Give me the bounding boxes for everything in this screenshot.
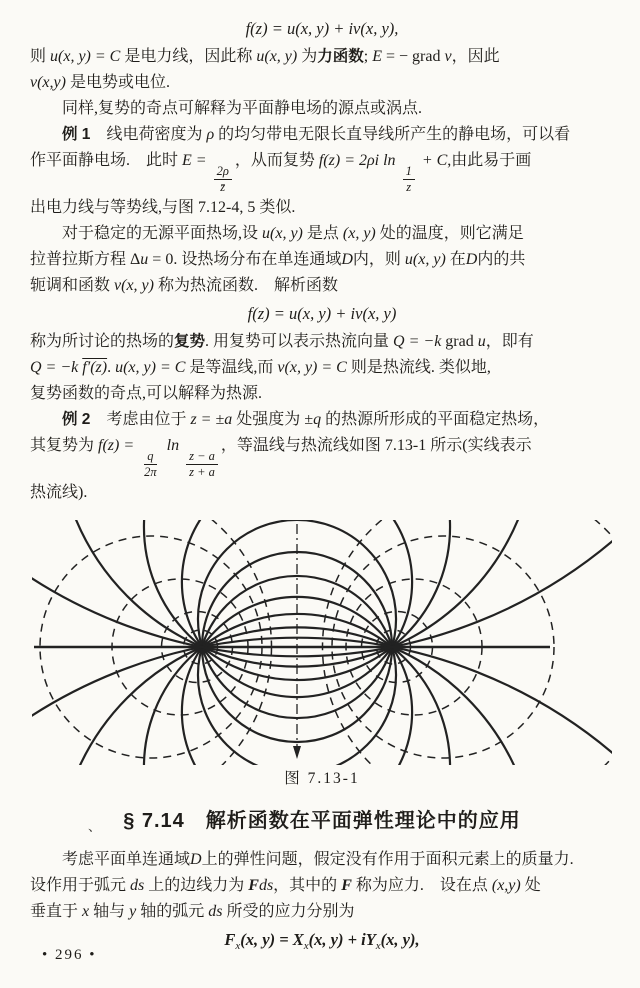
body-text [30, 14, 614, 506]
text-line [30, 433, 614, 480]
text-segment: 考虑由位于 [90, 411, 191, 428]
text-line [30, 96, 614, 122]
text-segment: 同样,复势的奇点可解释为平面静电场的源点或涡点. [62, 100, 423, 117]
fraction-numerator: q [144, 449, 156, 465]
field-lines-diagram [32, 520, 612, 765]
text-segment: 处的温度，则它满足 [375, 225, 524, 242]
text-segment: 轴的弧元 [136, 903, 209, 920]
text-segment: 的均匀带电无限长直导线所产生的静电场，可以看 [214, 126, 571, 143]
heat-flow-line [32, 638, 612, 765]
text-segment: v(x,y) [30, 74, 66, 91]
fraction [403, 164, 415, 195]
text-segment: ; [363, 48, 373, 65]
text-segment: ds [258, 877, 274, 894]
text-segment: ln [162, 437, 184, 454]
text-segment: y [129, 903, 137, 920]
text-segment: D [190, 851, 202, 868]
text-segment: 称为应力. 设在点 [351, 877, 492, 894]
text-segment: 内，则 [352, 251, 405, 268]
text-segment: 热流线). [30, 484, 88, 501]
text-line [30, 381, 614, 407]
arrow-down-icon [293, 746, 301, 759]
text-segment: 出电力线与等势线,与图 7.12-4, 5 类似. [30, 199, 296, 216]
text-segment: u(x, y) [262, 225, 303, 242]
text-line [30, 355, 614, 381]
text-line [30, 273, 614, 299]
text-segment: ，因此 [451, 48, 500, 65]
text-segment: ，即有 [485, 333, 534, 350]
text-segment: 称为所讨论的热场的 [30, 333, 175, 350]
pen-mark: 、 [88, 819, 103, 834]
text-segment: . 用复势可以表示热流向量 [205, 333, 394, 350]
text-segment: 上的边线力为 [144, 877, 249, 894]
text-segment: u(x, y) = C [115, 359, 186, 376]
text-segment: ，从而复势 [234, 152, 319, 169]
text-segment: 例 2 [62, 411, 91, 428]
text-segment: (x, y) = X [240, 930, 304, 949]
text-line [30, 148, 614, 195]
page-number: • 296 • [42, 947, 97, 963]
text-segment: 所受的应力分别为 [222, 903, 355, 920]
text-segment: E [372, 48, 382, 65]
text-segment: Q = −k [393, 333, 442, 350]
text-line [30, 899, 614, 925]
text-segment: f′(z) [82, 359, 108, 376]
text-segment: 垂直于 [30, 903, 83, 920]
text-line [30, 122, 614, 148]
text-segment: 则是热流线. 类似地, [346, 359, 491, 376]
text-segment: F [224, 930, 236, 949]
text-segment: x [375, 940, 381, 952]
text-segment: = 0. 设热场分布在单连通域 [148, 251, 342, 268]
display-formula [30, 14, 614, 44]
fraction-numerator: 1 [403, 164, 415, 180]
text-segment: + C [417, 152, 448, 169]
text-segment: 对于稳定的无源平面热场,设 [62, 225, 263, 242]
text-segment: z = ±a [190, 411, 233, 428]
text-segment: 拉普拉斯方程 Δ [30, 251, 141, 268]
fraction-numerator: z − a [186, 449, 218, 465]
text-line [30, 480, 614, 506]
text-segment: x [235, 940, 241, 952]
text-segment: ds [208, 903, 223, 920]
text-segment: 在 [445, 251, 466, 268]
fraction-denominator: z̄ [220, 180, 226, 194]
text-segment: x [82, 903, 90, 920]
text-segment: 其复势为 [30, 437, 99, 454]
text-segment: 轴与 [89, 903, 130, 920]
text-segment: (x, y) + iY [308, 930, 376, 949]
text-segment: u [140, 251, 149, 268]
text-line [30, 70, 614, 96]
text-segment: 考虑平面单连通域 [62, 851, 191, 868]
text-segment: f(z) = 2ρi ln [318, 152, 400, 169]
text-segment: 复势函数的奇点,可以解释为热源. [30, 385, 263, 402]
text-segment: 是等温线,而 [185, 359, 278, 376]
tail-text [30, 847, 614, 961]
text-segment: 为 [297, 48, 318, 65]
text-segment: ±q [304, 411, 322, 428]
text-segment: 作平面静电场. 此时 [30, 152, 183, 169]
text-segment: F [248, 877, 259, 894]
text-segment: f(z) = u(x, y) + iv(x, y) [247, 304, 397, 323]
text-line [30, 847, 614, 873]
text-segment: 处 [520, 877, 541, 894]
text-segment: (x, y) [342, 225, 376, 242]
display-formula [30, 925, 614, 961]
fraction [186, 449, 218, 480]
text-segment: E = [182, 152, 211, 169]
text-segment: u [477, 333, 486, 350]
text-segment: 称为热流函数. 解析函数 [153, 277, 338, 294]
text-segment: 例 1 [62, 126, 91, 143]
text-segment: 内的共 [477, 251, 526, 268]
fraction [214, 164, 232, 195]
text-segment: v(x, y) [114, 277, 154, 294]
text-segment: ρ [206, 126, 215, 143]
fraction [141, 449, 160, 480]
text-segment: (x,y) [491, 877, 521, 894]
text-segment: 处强度为 [232, 411, 305, 428]
text-segment: . [107, 359, 116, 376]
text-segment: 的热源所形成的平面稳定热场， [321, 411, 550, 428]
text-line [30, 44, 614, 70]
text-segment: grad [441, 333, 478, 350]
text-segment: F [341, 877, 352, 894]
text-segment: = − grad [381, 48, 445, 65]
text-segment: D [465, 251, 478, 268]
fraction-numerator: 2ρ [214, 164, 232, 180]
fraction-denominator: z [406, 180, 412, 194]
text-segment: f(z) = u(x, y) + iv(x, y), [245, 19, 399, 38]
text-segment: ，等温线与热流线如图 7.13-1 所示(实线表示 [220, 437, 532, 454]
fraction-denominator: z + a [189, 465, 215, 479]
fraction-denominator: 2π [144, 465, 157, 479]
text-segment: u(x, y) = C [50, 48, 121, 65]
text-segment: 设作用于弧元 [30, 877, 131, 894]
text-line [30, 195, 614, 221]
figure-caption: 图 7.13-1 [284, 770, 360, 787]
text-line [30, 221, 614, 247]
text-segment: v [444, 48, 452, 65]
display-formula [30, 299, 614, 329]
text-segment: u(x, y) [256, 48, 298, 65]
section-heading [30, 807, 614, 835]
text-segment: 是电势或电位. [65, 74, 170, 91]
text-segment: ds [130, 877, 145, 894]
text-line [30, 247, 614, 273]
text-segment: 则 [30, 48, 51, 65]
text-segment: 复势 [174, 333, 206, 350]
text-segment: v(x, y) = C [277, 359, 347, 376]
text-segment: ,由此易于画 [447, 152, 532, 169]
text-segment: ，其中的 [273, 877, 342, 894]
text-segment: x [303, 940, 309, 952]
text-segment: u(x, y) [404, 251, 446, 268]
text-segment: D [341, 251, 353, 268]
text-line [30, 407, 614, 433]
text-segment: 力函数 [317, 48, 364, 65]
text-line [30, 329, 614, 355]
text-segment: f(z) = [98, 437, 139, 454]
text-line [30, 873, 614, 899]
text-segment: 线电荷密度为 [90, 126, 207, 143]
text-segment: 上的弹性问题，假定没有作用于面积元素上的质量力. [201, 851, 574, 868]
text-segment: 是电力线，因此称 [120, 48, 257, 65]
section-heading-text: § 7.14 解析函数在平面弹性理论中的应用 [123, 810, 521, 832]
figure-7-13-1 [30, 520, 614, 765]
text-segment: 轭调和函数 [30, 277, 115, 294]
text-segment: 是点 [302, 225, 343, 242]
text-segment: Q = −k [30, 359, 83, 376]
text-segment: (x, y), [380, 930, 420, 949]
